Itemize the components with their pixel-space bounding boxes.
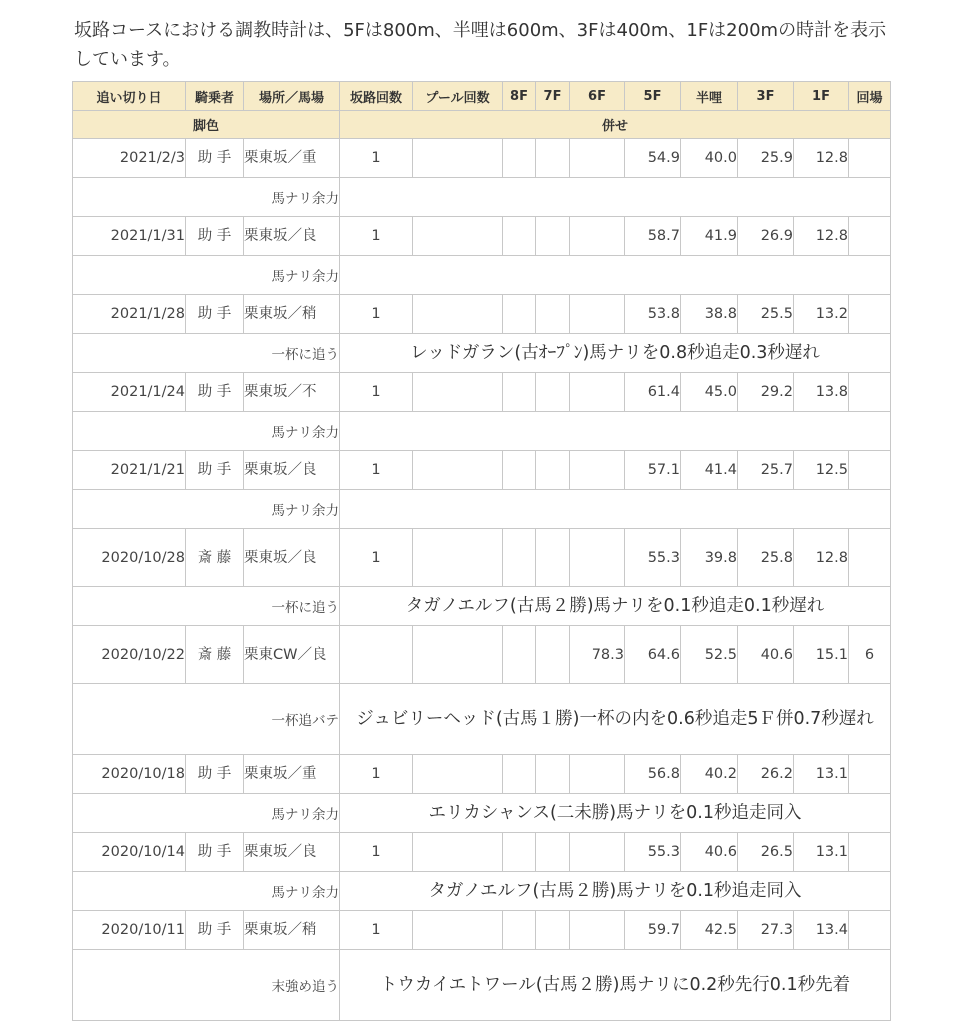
ashi-cell: 馬ナリ余力 — [73, 256, 340, 295]
hanro-count: 1 — [340, 373, 413, 412]
time-6f — [570, 833, 625, 872]
hanro-count: 1 — [340, 295, 413, 334]
col-header: 回場 — [849, 82, 891, 111]
hanro-count: 1 — [340, 911, 413, 950]
course-lap — [849, 451, 891, 490]
time-8f — [503, 911, 536, 950]
time-3f: 26.2 — [738, 755, 794, 794]
time-3f: 25.7 — [738, 451, 794, 490]
workout-date: 2020/10/22 — [73, 626, 186, 684]
jockey: 助 手 — [186, 373, 244, 412]
time-6f — [570, 139, 625, 178]
time-1f: 13.8 — [794, 373, 849, 412]
track-condition: 栗東坂／良 — [244, 217, 340, 256]
time-5f: 58.7 — [625, 217, 681, 256]
time-5f: 53.8 — [625, 295, 681, 334]
track-condition: 栗東坂／不 — [244, 373, 340, 412]
ashi-cell: 一杯追バテ — [73, 684, 340, 755]
ashi-cell: 馬ナリ余力 — [73, 872, 340, 911]
col-header: 騎乗者 — [186, 82, 244, 111]
course-lap — [849, 139, 891, 178]
time-8f — [503, 451, 536, 490]
table-row — [73, 295, 891, 334]
hanro-count — [340, 626, 413, 684]
time-7f — [536, 217, 570, 256]
pool-count — [413, 529, 503, 587]
awase-cell: タガノエルフ(古馬２勝)馬ナリを0.1秒追走0.1秒遅れ — [340, 587, 891, 626]
col-header: 6F — [570, 82, 625, 111]
course-lap — [849, 833, 891, 872]
table-row — [73, 373, 891, 412]
ashi-cell: 馬ナリ余力 — [73, 490, 340, 529]
col-header: 1F — [794, 82, 849, 111]
table-body — [73, 139, 891, 1021]
time-1f: 13.1 — [794, 833, 849, 872]
header-row — [73, 82, 891, 111]
time-1f: 13.2 — [794, 295, 849, 334]
pool-count — [413, 139, 503, 178]
time-8f — [503, 373, 536, 412]
subheader-row — [73, 111, 891, 139]
track-condition: 栗東坂／良 — [244, 451, 340, 490]
time-6f — [570, 451, 625, 490]
training-table — [72, 81, 891, 1021]
col-header: プール回数 — [413, 82, 503, 111]
hanro-count: 1 — [340, 833, 413, 872]
ashi-cell: 馬ナリ余力 — [73, 412, 340, 451]
workout-date: 2020/10/14 — [73, 833, 186, 872]
col-header: 半哩 — [681, 82, 738, 111]
col-header: 追い切り日 — [73, 82, 186, 111]
time-7f — [536, 373, 570, 412]
track-condition: 栗東坂／良 — [244, 833, 340, 872]
pool-count — [413, 833, 503, 872]
time-1f: 12.5 — [794, 451, 849, 490]
time-8f — [503, 833, 536, 872]
pool-count — [413, 911, 503, 950]
workout-date: 2021/2/3 — [73, 139, 186, 178]
track-condition: 栗東CW／良 — [244, 626, 340, 684]
time-6f — [570, 217, 625, 256]
table-subrow — [73, 872, 891, 911]
workout-date: 2021/1/31 — [73, 217, 186, 256]
table-subrow — [73, 684, 891, 755]
hanro-count: 1 — [340, 755, 413, 794]
table-row — [73, 139, 891, 178]
ashi-cell: 一杯に追う — [73, 334, 340, 373]
time-6f — [570, 529, 625, 587]
time-half: 40.6 — [681, 833, 738, 872]
workout-date: 2020/10/18 — [73, 755, 186, 794]
workout-date: 2021/1/28 — [73, 295, 186, 334]
time-8f — [503, 217, 536, 256]
hanro-count: 1 — [340, 529, 413, 587]
time-8f — [503, 295, 536, 334]
col-header: 5F — [625, 82, 681, 111]
jockey: 斎 藤 — [186, 626, 244, 684]
time-6f — [570, 911, 625, 950]
jockey: 助 手 — [186, 755, 244, 794]
jockey: 助 手 — [186, 451, 244, 490]
time-1f: 13.1 — [794, 755, 849, 794]
table-subrow — [73, 490, 891, 529]
track-condition: 栗東坂／稍 — [244, 295, 340, 334]
subheader-ashi: 脚色 — [73, 111, 340, 139]
track-condition: 栗東坂／重 — [244, 139, 340, 178]
workout-date: 2020/10/11 — [73, 911, 186, 950]
ashi-cell: 一杯に追う — [73, 587, 340, 626]
course-lap — [849, 911, 891, 950]
time-5f: 55.3 — [625, 529, 681, 587]
workout-date: 2021/1/24 — [73, 373, 186, 412]
time-8f — [503, 626, 536, 684]
col-header: 坂路回数 — [340, 82, 413, 111]
time-half: 42.5 — [681, 911, 738, 950]
time-5f: 64.6 — [625, 626, 681, 684]
hanro-count: 1 — [340, 217, 413, 256]
intro-text: 坂路コースにおける調教時計は、5Fは800m、半哩は600m、3Fは400m、1Fは200mの時計を表示しています。 — [74, 20, 887, 70]
time-half: 45.0 — [681, 373, 738, 412]
time-half: 40.0 — [681, 139, 738, 178]
table-subrow — [73, 334, 891, 373]
time-7f — [536, 139, 570, 178]
col-header: 場所／馬場 — [244, 82, 340, 111]
pool-count — [413, 755, 503, 794]
jockey: 斎 藤 — [186, 529, 244, 587]
subheader-awase: 併せ — [340, 111, 891, 139]
time-half: 41.9 — [681, 217, 738, 256]
pool-count — [413, 217, 503, 256]
time-half: 41.4 — [681, 451, 738, 490]
awase-cell: タガノエルフ(古馬２勝)馬ナリを0.1秒追走同入 — [340, 872, 891, 911]
time-6f — [570, 373, 625, 412]
time-7f — [536, 451, 570, 490]
course-lap: 6 — [849, 626, 891, 684]
pool-count — [413, 373, 503, 412]
time-half: 52.5 — [681, 626, 738, 684]
time-7f — [536, 529, 570, 587]
time-8f — [503, 755, 536, 794]
time-6f: 78.3 — [570, 626, 625, 684]
table-row — [73, 833, 891, 872]
time-1f: 15.1 — [794, 626, 849, 684]
awase-cell — [340, 490, 891, 529]
table-subrow — [73, 178, 891, 217]
jockey: 助 手 — [186, 833, 244, 872]
time-5f: 56.8 — [625, 755, 681, 794]
time-1f: 12.8 — [794, 217, 849, 256]
awase-cell — [340, 256, 891, 295]
time-1f: 12.8 — [794, 529, 849, 587]
track-condition: 栗東坂／重 — [244, 755, 340, 794]
awase-cell: ジュビリーヘッド(古馬１勝)一杯の内を0.6秒追走5Ｆ併0.7秒遅れ — [340, 684, 891, 755]
time-8f — [503, 139, 536, 178]
time-5f: 57.1 — [625, 451, 681, 490]
workout-date: 2020/10/28 — [73, 529, 186, 587]
awase-cell: トウカイエトワール(古馬２勝)馬ナリに0.2秒先行0.1秒先着 — [340, 950, 891, 1021]
time-5f: 54.9 — [625, 139, 681, 178]
time-3f: 25.9 — [738, 139, 794, 178]
time-1f: 12.8 — [794, 139, 849, 178]
time-7f — [536, 295, 570, 334]
time-half: 38.8 — [681, 295, 738, 334]
track-condition: 栗東坂／良 — [244, 529, 340, 587]
time-3f: 25.8 — [738, 529, 794, 587]
time-7f — [536, 755, 570, 794]
hanro-count: 1 — [340, 451, 413, 490]
table-row — [73, 217, 891, 256]
course-lap — [849, 755, 891, 794]
time-5f: 55.3 — [625, 833, 681, 872]
pool-count — [413, 295, 503, 334]
pool-count — [413, 626, 503, 684]
time-3f: 27.3 — [738, 911, 794, 950]
course-lap — [849, 529, 891, 587]
table-subrow — [73, 794, 891, 833]
workout-date: 2021/1/21 — [73, 451, 186, 490]
time-half: 40.2 — [681, 755, 738, 794]
table-row — [73, 755, 891, 794]
time-7f — [536, 626, 570, 684]
time-8f — [503, 529, 536, 587]
time-half: 39.8 — [681, 529, 738, 587]
awase-cell — [340, 178, 891, 217]
table-subrow — [73, 587, 891, 626]
pool-count — [413, 451, 503, 490]
jockey: 助 手 — [186, 911, 244, 950]
time-7f — [536, 911, 570, 950]
time-6f — [570, 755, 625, 794]
time-6f — [570, 295, 625, 334]
ashi-cell: 馬ナリ余力 — [73, 178, 340, 217]
ashi-cell: 馬ナリ余力 — [73, 794, 340, 833]
table-row — [73, 911, 891, 950]
time-3f: 26.9 — [738, 217, 794, 256]
time-3f: 40.6 — [738, 626, 794, 684]
table-row — [73, 626, 891, 684]
time-7f — [536, 833, 570, 872]
time-3f: 29.2 — [738, 373, 794, 412]
course-lap — [849, 373, 891, 412]
table-subrow — [73, 256, 891, 295]
table-row — [73, 451, 891, 490]
time-3f: 26.5 — [738, 833, 794, 872]
track-condition: 栗東坂／稍 — [244, 911, 340, 950]
table-row — [73, 529, 891, 587]
time-5f: 59.7 — [625, 911, 681, 950]
col-header: 8F — [503, 82, 536, 111]
hanro-count: 1 — [340, 139, 413, 178]
course-lap — [849, 217, 891, 256]
course-lap — [849, 295, 891, 334]
col-header: 7F — [536, 82, 570, 111]
jockey: 助 手 — [186, 217, 244, 256]
awase-cell: エリカシャンス(二未勝)馬ナリを0.1秒追走同入 — [340, 794, 891, 833]
table-subrow — [73, 950, 891, 1021]
time-3f: 25.5 — [738, 295, 794, 334]
table-subrow — [73, 412, 891, 451]
awase-cell: レッドガラン(古ｵｰﾌﾟﾝ)馬ナリを0.8秒追走0.3秒遅れ — [340, 334, 891, 373]
col-header: 3F — [738, 82, 794, 111]
ashi-cell: 末強め追う — [73, 950, 340, 1021]
time-5f: 61.4 — [625, 373, 681, 412]
jockey: 助 手 — [186, 139, 244, 178]
time-1f: 13.4 — [794, 911, 849, 950]
jockey: 助 手 — [186, 295, 244, 334]
awase-cell — [340, 412, 891, 451]
